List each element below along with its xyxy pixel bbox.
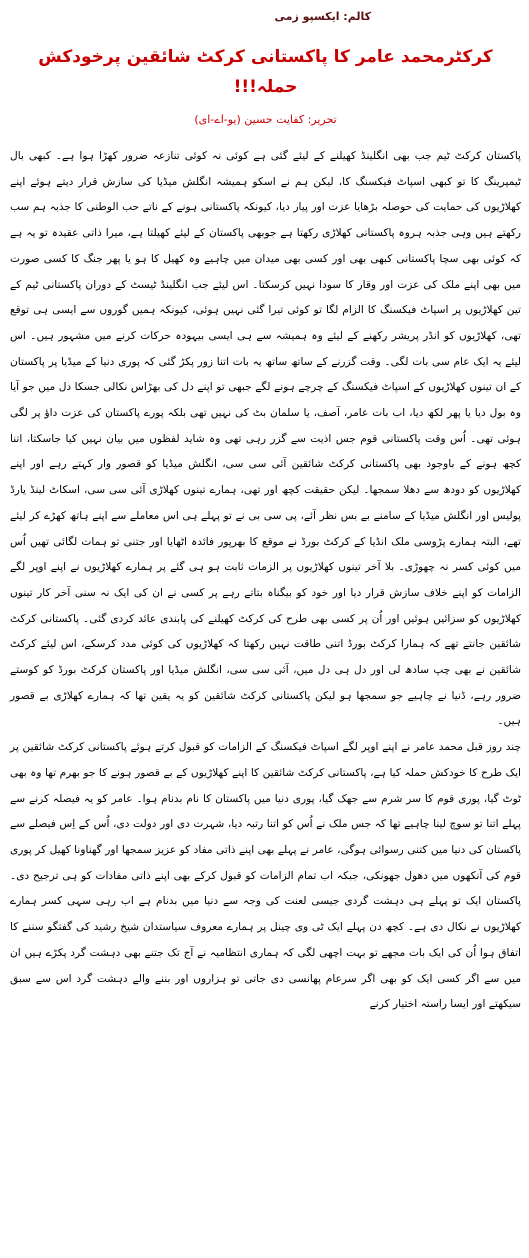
- article-title: کرکٹرمحمد عامر کا پاکستانی کرکٹ شائقین پرخودکش حملہ!!!: [38, 47, 493, 97]
- column-label: کالم: ایکسپو زمی: [274, 10, 371, 23]
- article-byline: تحریر: کفایت حسین (یو-اے-ای): [194, 113, 337, 126]
- article-body: [10, 144, 521, 1018]
- article-paragraph-1: پاکستان کرکٹ ٹیم جب بھی انگلینڈ کھیلنے کے لیئے گئی ہے کوئی نہ کوئی تنازعہ ضرور کھڑا ہوا ہے۔ کبھی بال ٹیمپرینگ کا تو کبھی اسپاٹ فیکسنگ کا، لیکن ہم نے اسکو ہمیشہ انگلش میڈیا کی سازش قرار دیتے ہوئے اپنے کھلاڑیوں کی حمایت کی حوصلہ بڑھایا عزت اور پیار دیا، کیونکہ پاکستانی ہونے کے ناتے حب الوطنی کا جذبہ ہم سب رکھتے ہیں وہی جذبہ ہروہ پاکستانی کھلاڑی رکھتا ہے جوبھی پاکستان کے لیئے کھیلتا ہے، میرا ذاتی عقیدہ تو یہ ہے کہ کوئی بھی سچا پاکستانی کبھی بھی اور کسی بھی میدان میں چاہیے وہ کھیل کا ہو یا پھر جنگ کا کسی صورت میں بھی اپنے ملک کی عزت اور وقار کا سودا نہیں کرسکتا۔ اس لیئے جب انگلینڈ ٹیسٹ کے دوران پاکستانی ٹیم کے تین کھلاڑیوں پر اسپاٹ فیکسنگ کا الزام لگا تو کوئی تیرا گئی نہیں ہوئی، کیونکہ ہمیں گوروں سے ایسی ہی توقع تھی، کھلاڑیوں کو انڈر پریشر رکھنے کے لیئے وہ ہمیشہ سے ہی ایسی بیہودہ حرکات کرنے میں مشہور ہیں۔ اس لیئے یہ ایک عام سی بات لگی۔ وقت گزرنے کے ساتھ ساتھ یہ بات اتنا زور پکڑ گئی کہ پوری دنیا کے میڈیا پر پاکستان کے ان تینوں کھلاڑیوں کے اسپاٹ فیکسنگ کے چرچے ہونے لگے جبھی تو اپنے دل کی بھڑاس نکالی جسکا دل میں جو آیا وہ بول دیا یا پھر لکھ دیا، اب بات عامر، آصف، یا سلمان بٹ کی نہیں تھی بلکہ پورے پاکستان کی عزت داؤ پر لگی ہوئی تھی۔ اُس وقت پاکستانی قوم جس اذیت سے گزر رہی تھی وہ شاید لفظوں میں بیان نہیں کیا جاسکتا، اتنا کچھ ہونے کے باوجود بھی پاکستانی کرکٹ شائقین آئی سی سی، انگلش میڈیا کو قصور وار کہتے رہے اور اپنے کھلاڑیوں کو دودھ سے دھلا سمجھا۔ لیکن حقیقت کچھ اور تھی، ہمارے تینوں کھلاڑی آئی سی سی، اسکاٹ لینڈ یارڈ پولیس اور انگلش میڈیا کے سامنے بے بس نظر آئے، پی سی بی نے تو پہلے ہی اس معاملے سے اپنے ہاتھ کھڑے کر لیئے تھے، البتہ ہمارے پڑوسی ملک انڈیا کے کرکٹ بورڈ نے موقع کا بھرپور فائدہ اٹھایا اور جتنی تو ہمات لگائی تھیں اُس میں کوئی کسر نہ چھوڑی۔ بلا آخر تینوں کھلاڑیوں پر الزمات ثابت ہو ہی گئے پر ہمارے کھلاڑیوں نے اپنے اوپر لگے الزامات کو اپنے خلاف سازش قرار دیا اور خود کو بیگناہ بتاتے رہے پر کسی نے ان کی ایک نہ سنی آخر کار تینوں کھلاڑیوں کو سزائیں ہوئیں اور اُن پر کسی بھی طرح کی کرکٹ کھیلنے کی پابندی عائد کردی گئی۔ پاکستانی کرکٹ شائقین جانتے تھے کہ ہمارا کرکٹ بورڈ اتنی طاقت نہیں رکھتا کہ کھلاڑیوں کی کوئی مدد کرسکے، اس لیئے کرکٹ شائقین نے بھی چپ سادھ لی اور دل ہی دل میں، آئی سی سی، انگلش میڈیا اور پاکستان کرکٹ بورڈ کو کوستے ضرور رہے، ڈنیا نے چاہیے جو سمجھا ہو لیکن پاکستانی کرکٹ شائقین کو یہ یقین تھا کہ ہمارے کھلاڑی بے قصور ہیں۔: [10, 150, 521, 728]
- article-paragraph-2: چند روز قبل محمد عامر نے اپنے اوپر لگے اسپاٹ فیکسنگ کے الزامات کو قبول کرتے ہوئے پاکستانی کرکٹ شائقین پر ایک طرح کا خودکش حملہ کیا ہے، پاکستانی کرکٹ شائقین کا اپنے کھلاڑیوں کے بے قصور ہونے کا جو بھرم تھا وہ بھی ٹوٹ گیا، پوری قوم کا سر شرم سے جھک گیا، پوری دنیا میں پاکستان کا نام بدنام ہوا۔ عامر کو یہ فیصلہ کرنے سے پہلے اتنا تو سوچ لینا چاہیے تھا کہ جس ملک نے اُس کو اتنا رتبہ دیا، شہرت دی اور دولت دی، اُس کے اِس فیصلے سے پاکستان کی دنیا میں کتنی رسوائی ہوگی، عامر نے پہلے بھی اپنے ذاتی مفاد کو عزیز سمجھا اور گھناونا کھیل کر پوری قوم کی آنکھوں میں دھول جھونکی، جبکہ اب تمام الزامات کو قبول کرکے بھی اپنے ذاتی مفادات کو ہی ترجیح دی۔ پاکستان ایک تو پہلے ہی دہشت گردی جیسی لعنت کی وجہ سے دنیا میں بدنام ہے اب رہی سہی کسر ہمارے کھلاڑیوں نے نکال دی ہے۔ کچھ دن پہلے ایک ٹی وی چینل پر ہمارے معروف سیاستدان شیخ رشید کی گفتگو سننے کا اتفاق ہوا اُن کی ایک بات مجھے تو بہت اچھی لگی کہ ہماری انتظامیہ نے آج تک جتنے بھی دہشت گرد پکڑے ہیں ان میں سے اگر کسی ایک کو بھی اگر سرعام پھانسی دی جاتی تو ہزاروں اور بننے والے دہشت گرد اس سے سبق سیکھتے اور ایسا راستہ اختیار کرنے: [10, 741, 521, 1011]
